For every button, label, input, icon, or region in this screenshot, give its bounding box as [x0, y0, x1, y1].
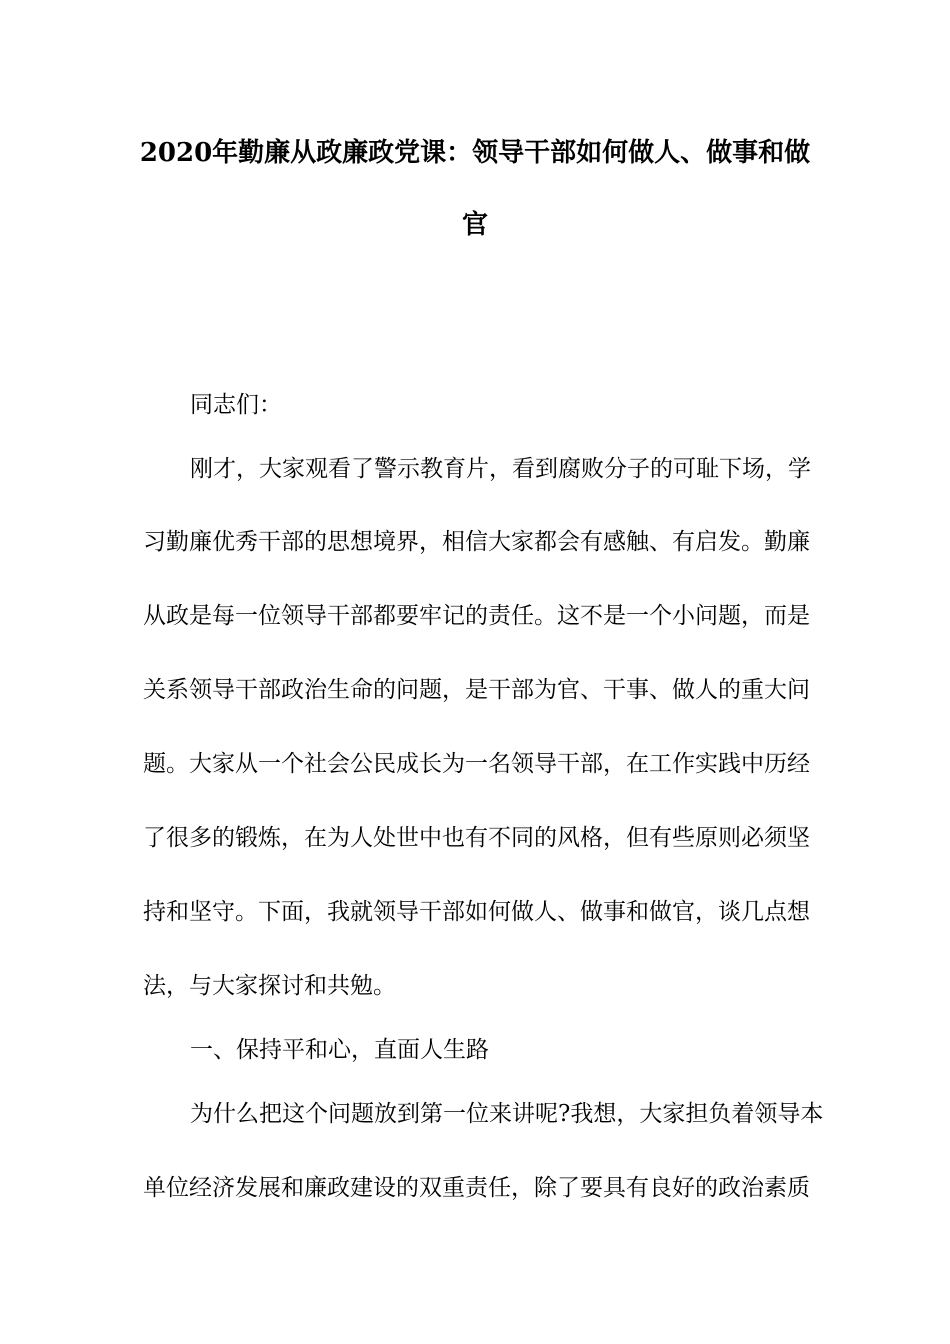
paragraph-2-line-2: 单位经济发展和廉政建设的双重责任，除了要具有良好的政治素质 [143, 1175, 810, 1201]
paragraph-2-line-1: 为什么把这个问题放到第一位来讲呢?我想，大家担负着领导本 [190, 1101, 824, 1127]
document-title-line-1: 2020年勤廉从政廉政党课：领导干部如何做人、做事和做 [139, 138, 811, 168]
paragraph-1-line-6: 了很多的锻炼，在为人处世中也有不同的风格，但有些原则必须坚 [143, 825, 810, 851]
section-1-heading: 一、保持平和心，直面人生路 [190, 1037, 489, 1063]
paragraph-1-line-1: 刚才，大家观看了警示教育片，看到腐败分子的可耻下场，学 [190, 456, 811, 482]
paragraph-1-line-5: 题。大家从一个社会公民成长为一名领导干部，在工作实践中历经 [143, 751, 810, 777]
document-title-line-2: 官 [461, 210, 488, 240]
greeting: 同志们： [190, 392, 282, 418]
paragraph-1-line-2: 习勤廉优秀干部的思想境界，相信大家都会有感触、有启发。勤廉 [143, 529, 810, 555]
paragraph-1-line-7: 持和坚守。下面，我就领导干部如何做人、做事和做官，谈几点想 [143, 899, 810, 925]
paragraph-1-line-8: 法，与大家探讨和共勉。 [143, 973, 396, 999]
paragraph-1-line-4: 关系领导干部政治生命的问题，是干部为官、干事、做人的重大问 [143, 677, 810, 703]
paragraph-1-line-3: 从政是每一位领导干部都要牢记的责任。这不是一个小问题，而是 [143, 603, 810, 629]
